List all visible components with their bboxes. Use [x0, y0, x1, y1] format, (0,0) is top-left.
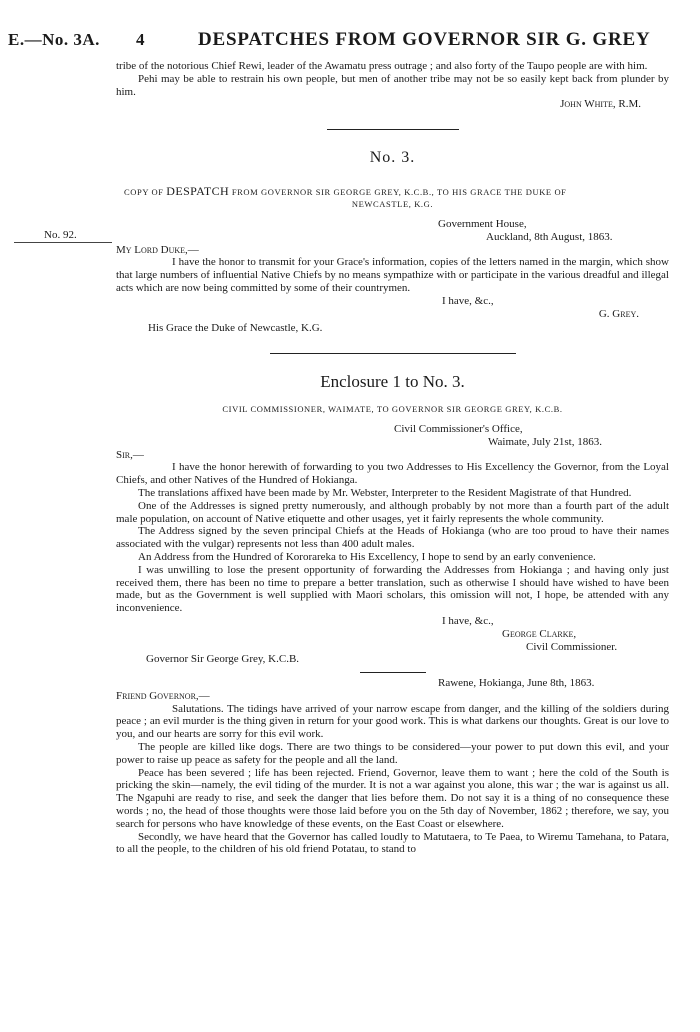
- paragraph: The Address signed by the seven principal Chiefs at the Heads of Hokianga (who are too proud to have their names associated with the vulgar) represents not less than 400 adult males.: [116, 525, 669, 551]
- paragraph: Salutations. The tidings have arrived of your narrow escape from danger, and the killing of the soldiers during peace ; an evil murder is the thing given in return for your good work. This is what darkens our thoughts. Great is our love to you, and our hearts are sorry for this evil work.: [116, 702, 669, 741]
- signature: G. Grey.: [598, 307, 639, 320]
- paragraph: The people are killed like dogs. There are two things to be considered—your power to put down this evil, and your power to raise up peace as safety for the people and all the land.: [116, 741, 669, 766]
- enclosure-caption: CIVIL COMMISSIONER, WAIMATE, TO GOVERNOR SIR GEORGE GREY, K.C.B.: [222, 403, 563, 414]
- margin-rule: [14, 242, 112, 243]
- date-line: Rawene, Hokianga, June 8th, 1863.: [438, 677, 595, 690]
- paragraph: One of the Addresses is signed pretty numerously, and although probably by not more than a fourth part of the adult male population, on account of Native etiquette and other usages, yet it fairly represents the whole community.: [116, 499, 669, 525]
- paragraph: Pehi may be able to restrain his own people, but men of another tribe may not be so easily kept back from plunder by him.: [116, 72, 669, 98]
- document-code: E.—No. 3A.: [8, 30, 100, 49]
- paragraph: An Address from the Hundred of Kororareka to His Excellency, I hope to send by an early convenience.: [138, 550, 596, 563]
- running-header: [8, 26, 680, 54]
- page-title: DESPATCHES FROM GOVERNOR SIR G. GREY: [198, 29, 651, 50]
- divider: [327, 129, 459, 130]
- paragraph: Secondly, we have heard that the Governor has called loudly to Matutaera, to Te Paea, to Wiremu Tamehana, to Patara, to all the people, to the children of his old friend Potatau, to stand to: [116, 830, 669, 856]
- signature-title: Civil Commissioner.: [526, 640, 618, 653]
- paragraph: I was unwilling to lose the present opportunity of forwarding the Addresses from Hokianga ; and having only just received them, there has been no time to prepare a better translation, such as otherwise I should have wished to have been made, but as the Government is well supplied with Maori scholars, this omission will not, I hope, be attended with any inconvenience.: [116, 563, 669, 615]
- page-number: 4: [136, 30, 145, 49]
- signature: John White, R.M.: [560, 98, 641, 111]
- paragraph: The translations affixed have been made by Mr. Webster, Interpreter to the Resident Magistrate of that Hundred.: [138, 486, 632, 499]
- paragraph: I have the honor to transmit for your Grace's information, copies of the letters named in the margin, which show that large numbers of influential Native Chiefs by no means sympathize with or participate in the various dreadful and illegal acts which are now being committed by some of their countrymen.: [116, 256, 669, 294]
- address-line: Government House,: [438, 217, 527, 230]
- signature: George Clarke,: [502, 627, 577, 640]
- despatch-caption: COPY OF DESPATCH FROM GOVERNOR SIR GEORGE GREY, K.C.B., TO HIS GRACE THE DUKE OF: [124, 183, 567, 198]
- salutation: Friend Governor,—: [116, 689, 210, 702]
- document-body: [116, 60, 669, 856]
- date-line: Auckland, 8th August, 1863.: [486, 230, 613, 243]
- closing: I have, &c.,: [442, 294, 494, 307]
- addressee: Governor Sir George Grey, K.C.B.: [146, 653, 300, 666]
- section-heading: No. 3.: [369, 149, 416, 167]
- date-line: Waimate, July 21st, 1863.: [488, 435, 602, 448]
- paragraph: Peace has been severed ; life has been rejected. Friend, Governor, leave them to want ; here the cold of the South is pricking the skin—namely, the evil tiding of the murder. It is not a war against you alone, this war ; the war is against us all. The Ngapuhi are ready to rise, and seek the danger that lies before them. Do not say it is a thing of no consequence these words ; no, the head of those thoughts were those laid before you on the 5th day of November, 1862 ; therefore, we say, you search for persons who have knowledge of these events, on the East Coast or elsewhere.: [116, 766, 669, 830]
- margin-note: No. 92.: [44, 229, 77, 241]
- divider: [270, 353, 516, 354]
- despatch-caption-line2: NEWCASTLE, K.G.: [351, 198, 434, 209]
- closing: I have, &c.,: [442, 614, 494, 627]
- addressee: His Grace the Duke of Newcastle, K.G.: [148, 322, 323, 335]
- address-line: Civil Commissioner's Office,: [394, 422, 523, 435]
- enclosure-heading: Enclosure 1 to No. 3.: [320, 372, 465, 392]
- paragraph: tribe of the notorious Chief Rewi, leader of the Awamatu press outrage ; and also forty of the Taupo people are with him.: [116, 60, 648, 72]
- paragraph: I have the honor herewith of forwarding to you two Addresses to His Excellency the Governor, from the Loyal Chiefs, and other Natives of the Hundred of Hokianga.: [116, 461, 669, 487]
- salutation: Sir,—: [116, 448, 144, 461]
- salutation: My Lord Duke,—: [116, 243, 199, 256]
